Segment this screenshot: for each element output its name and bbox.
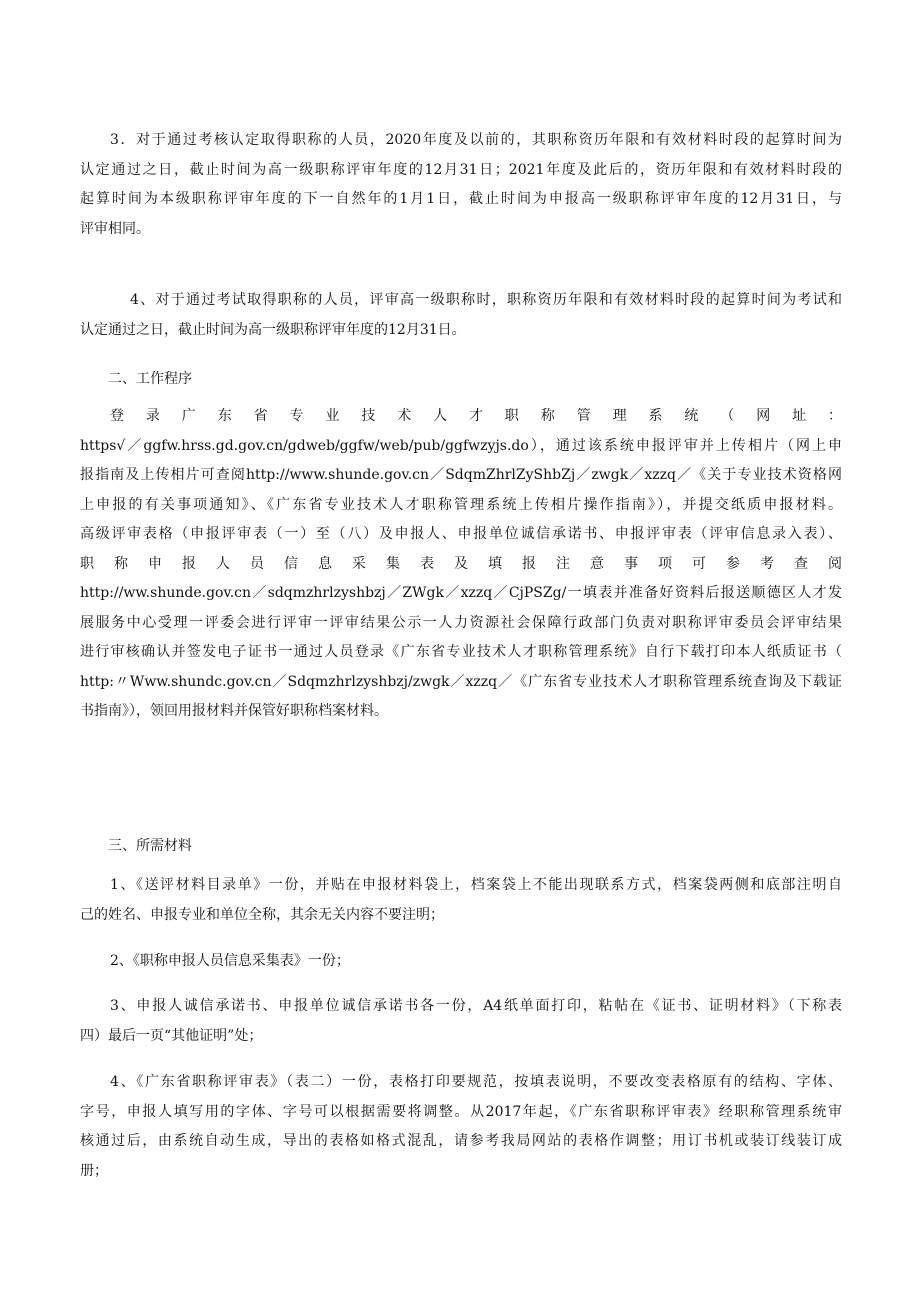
paragraph-work-procedure	[80, 402, 842, 727]
text-line: 认定通过之日，截止时间为高一级职称评审年度的12月31日。	[80, 321, 466, 338]
paragraph-material-3	[80, 992, 842, 1051]
text-line: 四）最后一页“其他证明”处；	[80, 1027, 263, 1044]
paragraph-item-4	[80, 286, 842, 345]
text-line: 核通过后，由系统自动生成，导出的表格如格式混乱，请参考我局网站的表格作调整；用订书机或装订线装订成	[80, 1133, 842, 1149]
text-line: 起算时间为本级职称评审年度的下一自然年的1月1日，截止时间为申报高一级职称评审年度的12月31日，与	[80, 191, 842, 207]
paragraph-material-1	[80, 871, 842, 930]
paragraph-item-3	[80, 126, 842, 244]
text-line: 职 称 申 报 人 员 信 息 采 集 表 及 填 报 注 意 事 项 可 参 考 查 阅	[80, 555, 842, 572]
text-line: 4、对于通过考试取得职称的人员，评审高一级职称时，职称资历年限和有效材料时段的起算时间为考试和	[130, 292, 842, 308]
text-line: 3、申报人诚信承诺书、申报单位诚信承诺书各一份，A4纸单面打印，粘帖在《证书、证明材料》（下称表	[110, 998, 842, 1014]
text-line: 报指南及上传相片可查阅http://www.shunde.gov.cn／SdqmZhrlZyShbZj／zwgk／xzzq／《关于专业技术资格网	[80, 467, 842, 483]
text-line: 进行审核确认并签发电子证书一通过人员登录《广东省专业技术人才职称管理系统》自行下载打印本人纸质证书（	[80, 644, 842, 660]
text-line: https√／ggfw.hrss.gd.gov.cn/gdweb/ggfw/web/pub/ggfwzyjs.do），通过该系统申报评审并上传相片（网上申	[80, 437, 842, 454]
section-heading-work-procedure: 二、工作程序	[108, 371, 192, 387]
text-line: 展服务中心受理一评委会进行评审一评审结果公示一人力资源社会保障行政部门负责对职称评审委员会评审结果	[80, 614, 842, 631]
text-line: 书指南》），领回用报材料并保管好职称档案材料。	[80, 703, 388, 719]
text-line: 1、《送评材料目录单》一份，并贴在申报材料袋上，档案袋上不能出现联系方式，档案袋两侧和底部注明自	[110, 877, 842, 893]
section-heading-required-materials: 三、所需材料	[108, 838, 192, 854]
text-line: 2、《职称申报人员信息采集表》一份；	[110, 953, 350, 969]
text-line: 认定通过之日，截止时间为高一级职称评审年度的12月31日；2021年度及此后的，资历年限和有效材料时段的	[80, 161, 842, 178]
text-line: 评审相同。	[80, 220, 150, 237]
text-line: 上申报的有关事项通知》、《广东省专业技术人才职称管理系统上传相片操作指南》），并提交纸质申报材料。	[80, 496, 842, 513]
paragraph-material-2	[80, 947, 842, 977]
text-line: http:〃Www.shundc.gov.cn／Sdqmzhrlzyshbzj/zwgk／xzzq／《广东省专业技术人才职称管理系统查询及下载证	[80, 673, 842, 690]
text-line: 册；	[80, 1162, 108, 1179]
text-line: 3．对于通过考核认定取得职称的人员，2020年度及以前的，其职称资历年限和有效材料时段的起算时间为	[110, 132, 842, 148]
text-line: 字号，申报人填写用的字体、字号可以根据需要将调整。从2017年起，《广东省职称评审表》经职称管理系统审	[80, 1103, 842, 1120]
text-line: 登 录 广 东 省 专 业 技 术 人 才 职 称 管 理 系 统 （ 网 址 ：	[110, 408, 842, 424]
text-line: 4、《广东省职称评审表》（表二）一份，表格打印要规范，按填表说明，不要改变表格原有的结构、字体、	[110, 1074, 842, 1090]
text-line: 己的姓名、申报专业和单位全称，其余无关内容不要注明；	[80, 906, 444, 923]
text-line: 高级评审表格（申报评审表（一）至（八）及申报人、申报单位诚信承诺书、申报评审表（评审信息录入表）、	[80, 526, 842, 542]
paragraph-material-4	[80, 1068, 842, 1186]
text-line: http://ww.shunde.gov.cn／sdqmzhrlzyshbzj／ZWgk／xzzq／CjPSZg/一填表并准备好资料后报送顺德区人才发	[80, 585, 842, 601]
